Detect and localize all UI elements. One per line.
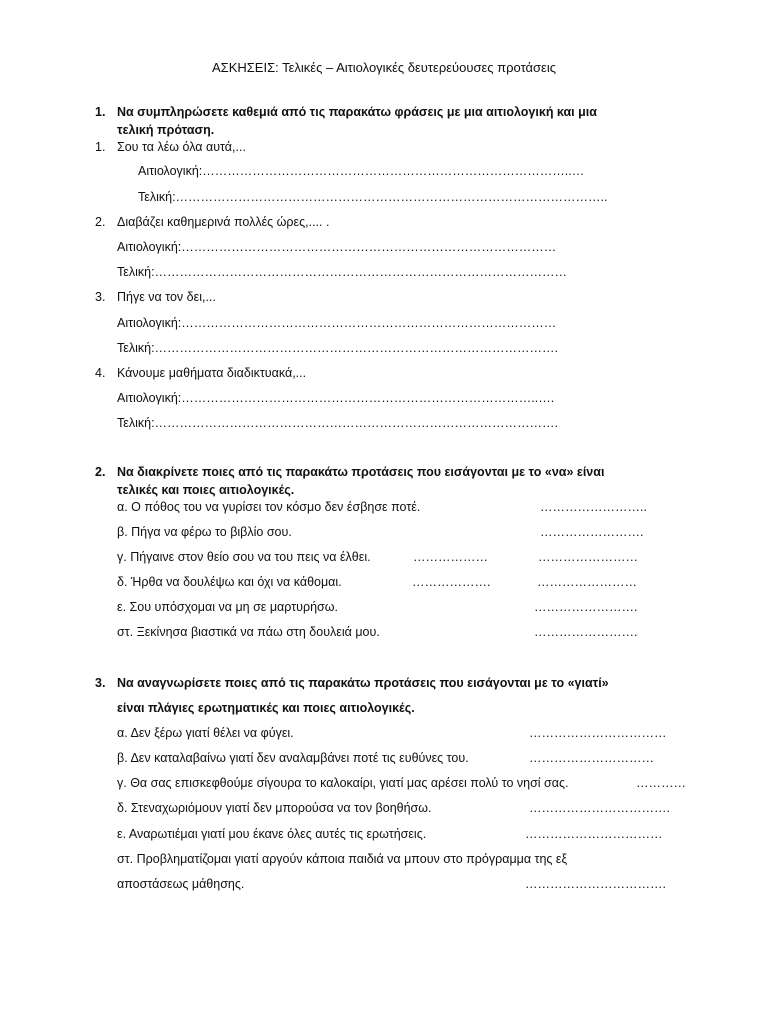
answer-blank-mid[interactable]: ……………… — [413, 550, 488, 564]
exercise-2-instruction: Να διακρίνετε ποιες από τις παρακάτω προτάσεις που εισάγονται με το «να» είναι — [117, 465, 605, 479]
sentence-text: α. Δεν ξέρω γιατί θέλει να φύγει. — [117, 726, 294, 740]
item-number: 3. — [95, 290, 106, 304]
exercise-2-instruction-cont: τελικές και ποιες αιτιολογικές. — [117, 483, 295, 497]
answer-blank[interactable]: ……………………. — [540, 525, 644, 539]
answer-blank[interactable]: ………… — [636, 776, 686, 790]
sentence-text: στ. Προβληματίζομαι γιατί αργούν κάποια παιδιά να μπουν στο πρόγραμμα της εξ — [117, 852, 568, 866]
exercise-2-number: 2. — [95, 465, 106, 479]
sentence-text: β. Πήγα να φέρω το βιβλίο σου. — [117, 525, 292, 539]
answer-blank[interactable]: ……………………………. — [529, 801, 670, 815]
answer-blank[interactable]: …………………… — [538, 550, 638, 564]
causal-answer-line[interactable]: Αιτιολογική:……………………………………………………………………………..… — [138, 164, 585, 178]
exercise-1-number: 1. — [95, 105, 106, 119]
causal-answer-line[interactable]: Αιτιολογική:……………………………………………………………………………… — [117, 316, 557, 330]
final-answer-line[interactable]: Τελική:………………………………………………………………………………………….. — [138, 190, 608, 204]
sentence-text: γ. Πήγαινε στον θείο σου να του πεις να έλθει. — [117, 550, 371, 564]
item-text: Πήγε να τον δει,... — [117, 290, 216, 304]
sentence-text: δ. Στεναχωριόμουν γιατί δεν μπορούσα να τον βοηθήσω. — [117, 801, 432, 815]
answer-blank[interactable]: ……………………. — [534, 625, 638, 639]
answer-blank[interactable]: ………………………… — [529, 751, 654, 765]
final-answer-line[interactable]: Τελική:……………………………………………………………………………………… — [117, 265, 568, 279]
exercise-3-instruction: Να αναγνωρίσετε ποιες από τις παρακάτω προτάσεις που εισάγονται με το «γιατί» — [117, 676, 609, 690]
answer-blank[interactable]: …………………………… — [525, 827, 663, 841]
sentence-text: γ. Θα σας επισκεφθούμε σίγουρα το καλοκαίρι, γιατί μας αρέσει πολύ το νησί σας. — [117, 776, 569, 790]
answer-blank[interactable]: …………………… — [537, 575, 637, 589]
exercise-1-instruction: Να συμπληρώσετε καθεμιά από τις παρακάτω φράσεις με μια αιτιολογική και μια — [117, 105, 597, 119]
answer-blank[interactable]: …………………….. — [540, 500, 647, 514]
sentence-text-cont: αποστάσεως μάθησης. — [117, 877, 245, 891]
answer-blank[interactable]: ……………………. — [534, 600, 638, 614]
exercise-3-instruction-cont: είναι πλάγιες ερωτηματικές και ποιες αιτιολογικές. — [117, 701, 415, 715]
sentence-text: στ. Ξεκίνησα βιαστικά να πάω στη δουλειά μου. — [117, 625, 380, 639]
exercise-3-number: 3. — [95, 676, 106, 690]
item-text: Κάνουμε μαθήματα διαδικτυακά,... — [117, 366, 307, 380]
sentence-text: ε. Αναρωτιέμαι γιατί μου έκανε όλες αυτές τις ερωτήσεις. — [117, 827, 427, 841]
sentence-text: δ. Ήρθα να δουλέψω και όχι να κάθομαι. — [117, 575, 342, 589]
answer-blank-mid[interactable]: ………………. — [412, 575, 491, 589]
exercise-1-instruction-cont: τελική πρόταση. — [117, 123, 215, 137]
sentence-text: α. Ο πόθος του να γυρίσει τον κόσμο δεν έσβησε ποτέ. — [117, 500, 421, 514]
item-text: Διαβάζει καθημερινά πολλές ώρες,.... . — [117, 215, 330, 229]
item-number: 1. — [95, 140, 106, 154]
final-answer-line[interactable]: Τελική:……………………………………………………………………………………. — [117, 416, 559, 430]
causal-answer-line[interactable]: Αιτιολογική:……………………………………………………………………………… — [117, 240, 557, 254]
sentence-text: ε. Σου υπόσχομαι να μη σε μαρτυρήσω. — [117, 600, 338, 614]
page-title: ΑΣΚΗΣΕΙΣ: Τελικές – Αιτιολογικές δευτερεύουσες προτάσεις — [211, 60, 557, 75]
final-answer-line[interactable]: Τελική:……………………………………………………………………………………. — [117, 341, 559, 355]
answer-blank[interactable]: ……………………………. — [525, 877, 666, 891]
item-number: 2. — [95, 215, 106, 229]
causal-answer-line[interactable]: Αιτιολογική:…………………………………………………………………………..…. — [117, 391, 555, 405]
item-text: Σου τα λέω όλα αυτά,... — [117, 140, 246, 154]
sentence-text: β. Δεν καταλαβαίνω γιατί δεν αναλαμβάνει ποτέ τις ευθύνες του. — [117, 751, 469, 765]
item-number: 4. — [95, 366, 106, 380]
answer-blank[interactable]: …………………………… — [529, 726, 667, 740]
